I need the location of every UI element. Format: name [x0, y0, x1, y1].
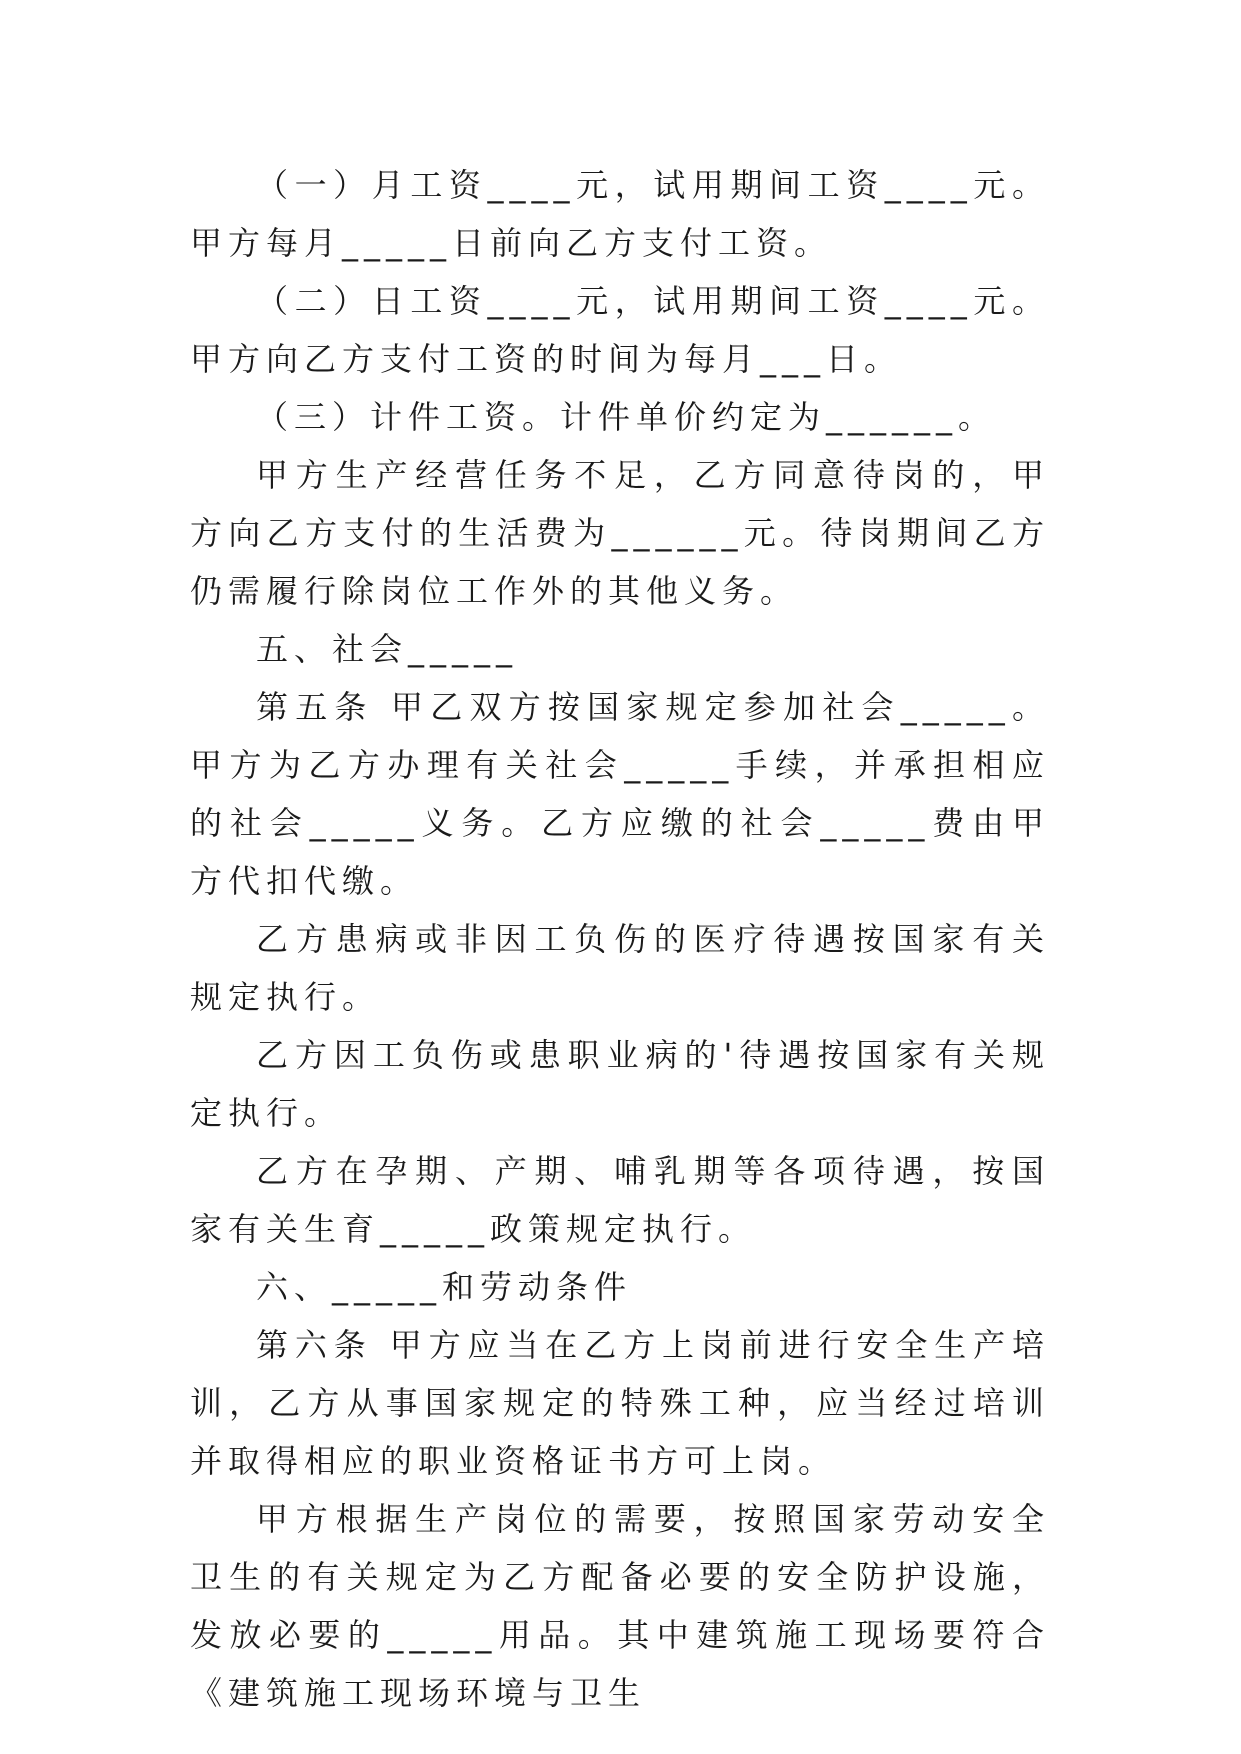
paragraph-standby-allowance: 甲方生产经营任务不足，乙方同意待岗的，甲方向乙方支付的生活费为______元。待岗期间乙方仍需履行除岗位工作外的其他义务。: [190, 456, 1050, 610]
paragraph-maternity: 乙方在孕期、产期、哺乳期等各项待遇，按国家有关生育_____政策规定执行。: [190, 1152, 1050, 1248]
document-body: [190, 156, 1050, 1722]
section-heading-labor-conditions: 六、_____和劳动条件: [256, 1268, 633, 1306]
paragraph-article-five: 第五条 甲乙双方按国家规定参加社会_____。甲方为乙方办理有关社会_____手续，并承担相应的社会_____义务。乙方应缴的社会_____费由甲方代扣代缴。: [190, 688, 1050, 900]
paragraph-work-injury: 乙方因工负伤或患职业病的'待遇按国家有关规定执行。: [190, 1036, 1050, 1132]
section-heading-social: 五、社会_____: [256, 630, 519, 668]
paragraph-monthly-wage: （一）月工资____元，试用期间工资____元。甲方每月_____日前向乙方支付工资。: [190, 166, 1050, 262]
paragraph-daily-wage: （二）日工资____元，试用期间工资____元。甲方向乙方支付工资的时间为每月___日。: [190, 282, 1050, 378]
paragraph-medical-treatment: 乙方患病或非因工负伤的医疗待遇按国家有关规定执行。: [190, 920, 1050, 1016]
paragraph-piece-wage: （三）计件工资。计件单价约定为______。: [256, 398, 997, 436]
paragraph-article-six: 第六条 甲方应当在乙方上岗前进行安全生产培训，乙方从事国家规定的特殊工种，应当经过培训并取得相应的职业资格证书方可上岗。: [190, 1326, 1050, 1480]
paragraph-safety-equipment: 甲方根据生产岗位的需要，按照国家劳动安全卫生的有关规定为乙方配备必要的安全防护设施，发放必要的_____用品。其中建筑施工现场要符合《建筑施工现场环境与卫生: [190, 1500, 1050, 1712]
